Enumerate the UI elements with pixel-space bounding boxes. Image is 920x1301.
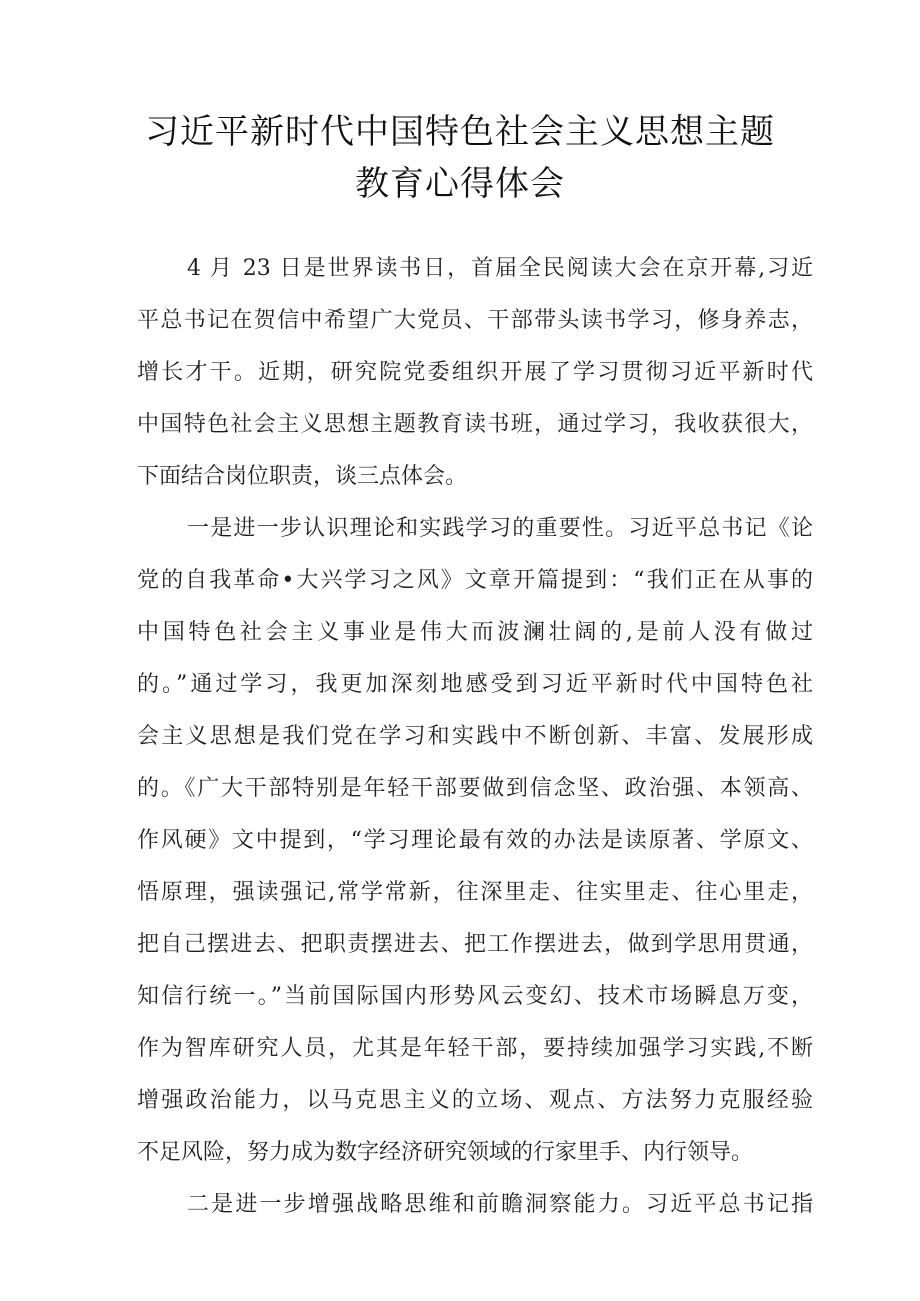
document-title-line-2: 教育心得体会 [355, 164, 565, 204]
body-line-14: 把自己摆进去、把职责摆进去、把工作摆进去，做到学思用贯通， [137, 932, 813, 957]
body-line-1: 4 月 23 日是世界读书日，首届全民阅读大会在京开幕,习近 [187, 256, 813, 281]
body-line-6: 一是进一步认识理论和实践学习的重要性。习近平总书记《论 [187, 516, 813, 541]
body-line-4: 中国特色社会主义思想主题教育读书班，通过学习，我收获很大， [137, 412, 813, 437]
body-line-15: 知信行统一。”当前国际国内形势风云变幻、技术市场瞬息万变， [137, 984, 813, 1009]
body-line-8: 中国特色社会主义事业是伟大而波澜壮阔的,是前人没有做过 [137, 620, 813, 645]
body-line-10: 会主义思想是我们党在学习和实践中不断创新、丰富、发展形成 [137, 724, 813, 749]
body-line-2: 平总书记在贺信中希望广大党员、干部带头读书学习，修身养志， [137, 308, 813, 333]
body-line-11: 的。《广大干部特别是年轻干部要做到信念坚、政治强、本领高、 [137, 776, 813, 801]
body-line-12: 作风硬》文中提到，“学习理论最有效的办法是读原著、学原文、 [137, 828, 813, 853]
document-title-line-1: 习近平新时代中国特色社会主义思想主题 [145, 112, 775, 152]
body-line-5: 下面结合岗位职责，谈三点体会。 [137, 464, 468, 489]
body-line-16: 作为智库研究人员，尤其是年轻干部，要持续加强学习实践,不断 [137, 1036, 813, 1061]
body-line-18: 不足风险，努力成为数字经济研究领域的行家里手、内行领导。 [137, 1140, 754, 1165]
body-line-19: 二是进一步增强战略思维和前瞻洞察能力。习近平总书记指 [187, 1192, 813, 1217]
body-line-3: 增长才干。近期，研究院党委组织开展了学习贯彻习近平新时代 [137, 360, 813, 385]
body-line-17: 增强政治能力，以马克思主义的立场、观点、方法努力克服经验 [137, 1088, 813, 1113]
body-line-13: 悟原理，强读强记,常学常新，往深里走、往实里走、往心里走， [137, 880, 813, 905]
body-line-7: 党的自我革命•大兴学习之风》文章开篇提到：“我们正在从事的 [137, 568, 813, 593]
body-line-9: 的。”通过学习，我更加深刻地感受到习近平新时代中国特色社 [137, 672, 813, 697]
